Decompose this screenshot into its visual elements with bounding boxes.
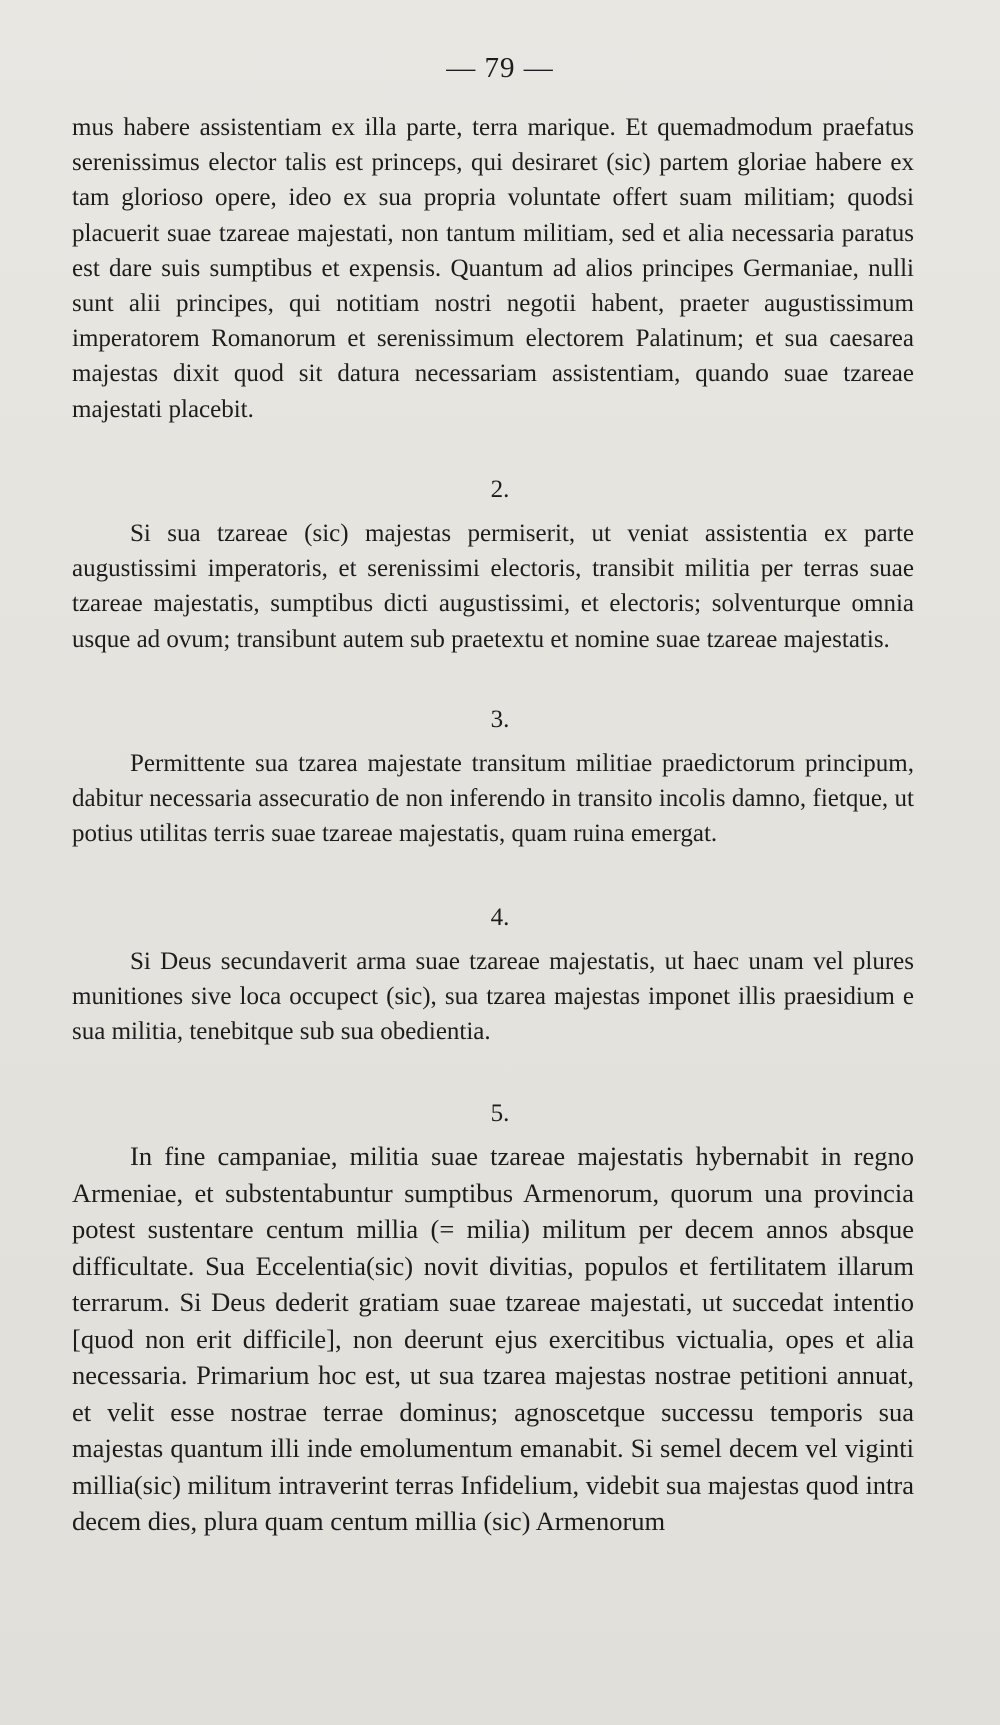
- paragraph-continuation: mus habere assistentiam ex illa parte, terra marique. Et quemadmodum praefatus serenissimus elector talis est princeps, qui desiraret (sic) partem gloriae habere ex tam glorioso opere, ideo ex sua propria voluntate offert suam militiam; quodsi placuerit suae tzareae majestati, non tantum militiam, sed et alia necessaria paratus est dare suis sumptibus et expensis. Quantum ad alios principes Germaniae, nulli sunt alii principes, qui notitiam nostri negotii habent, praeter augustissimum imperatorem Romanorum et serenissimum electorem Palatinum; et sua caesarea majestas dixit quod sit datura necessariam assistentiam, quando suae tzareae majestati placebit.: [72, 114, 914, 423]
- section-number-3: 3.: [490, 706, 510, 733]
- paragraph-section-4: Si Deus secundaverit arma suae tzareae majestatis, ut haec unam vel plures munitiones sive loca occupect (sic), sua tzarea majestas imponet illis praesidium e sua militia, tenebitque sub sua obedientia.: [72, 948, 914, 1046]
- section-number-4: 4.: [490, 904, 510, 931]
- paragraph-section-2: Si sua tzareae (sic) majestas permiserit, ut veniat assistentia ex parte augustissimi imperatoris, et serenissimi electoris, transibit militia per terras suae tzareae majestatis, sumptibus dicti augustissimi, et electoris; solventurque omnia usque ad ovum; transibunt autem sub praetextu et nomine suae tzareae majestatis.: [72, 520, 914, 653]
- section-number-2: 2.: [490, 476, 510, 503]
- paragraph-section-3: Permittente sua tzarea majestate transitum militiae praedictorum principum, dabitur necessaria assecuratio de non inferendo in transito incolis damno, fietque, ut potius utilitas terris suae tzareae majestatis, quam ruina emergat.: [72, 750, 914, 848]
- paragraph-section-5: In fine campaniae, militia suae tzareae majestatis hybernabit in regno Armeniae, et substentabuntur sumptibus Armenorum, quorum una provincia potest sustentare centum millia (= milia) militum per decem annos absque difficultate. Sua Eccelentia(sic) novit divitias, populos et fertilitatem illarum terrarum. Si Deus dederit gratiam suae tzareae majestati, ut succedat intentio [quod non erit difficile], non deerunt ejus exercitibus victualia, opes et alia necessaria. Primarium hoc est, ut sua tzarea majestas nostrae petitioni annuat, et velit esse nostrae terrae dominus; agnoscetque successu temporis sua majestas quantum illi inde emolumentum emanabit. Si semel decem vel viginti millia(sic) militum intraverint terras Infidelium, videbit sua majestas quod intra decem dies, plura quam centum millia (sic) Armenorum: [72, 1141, 914, 1536]
- section-number-5: 5.: [490, 1100, 510, 1127]
- page-number: — 79 —: [446, 52, 554, 84]
